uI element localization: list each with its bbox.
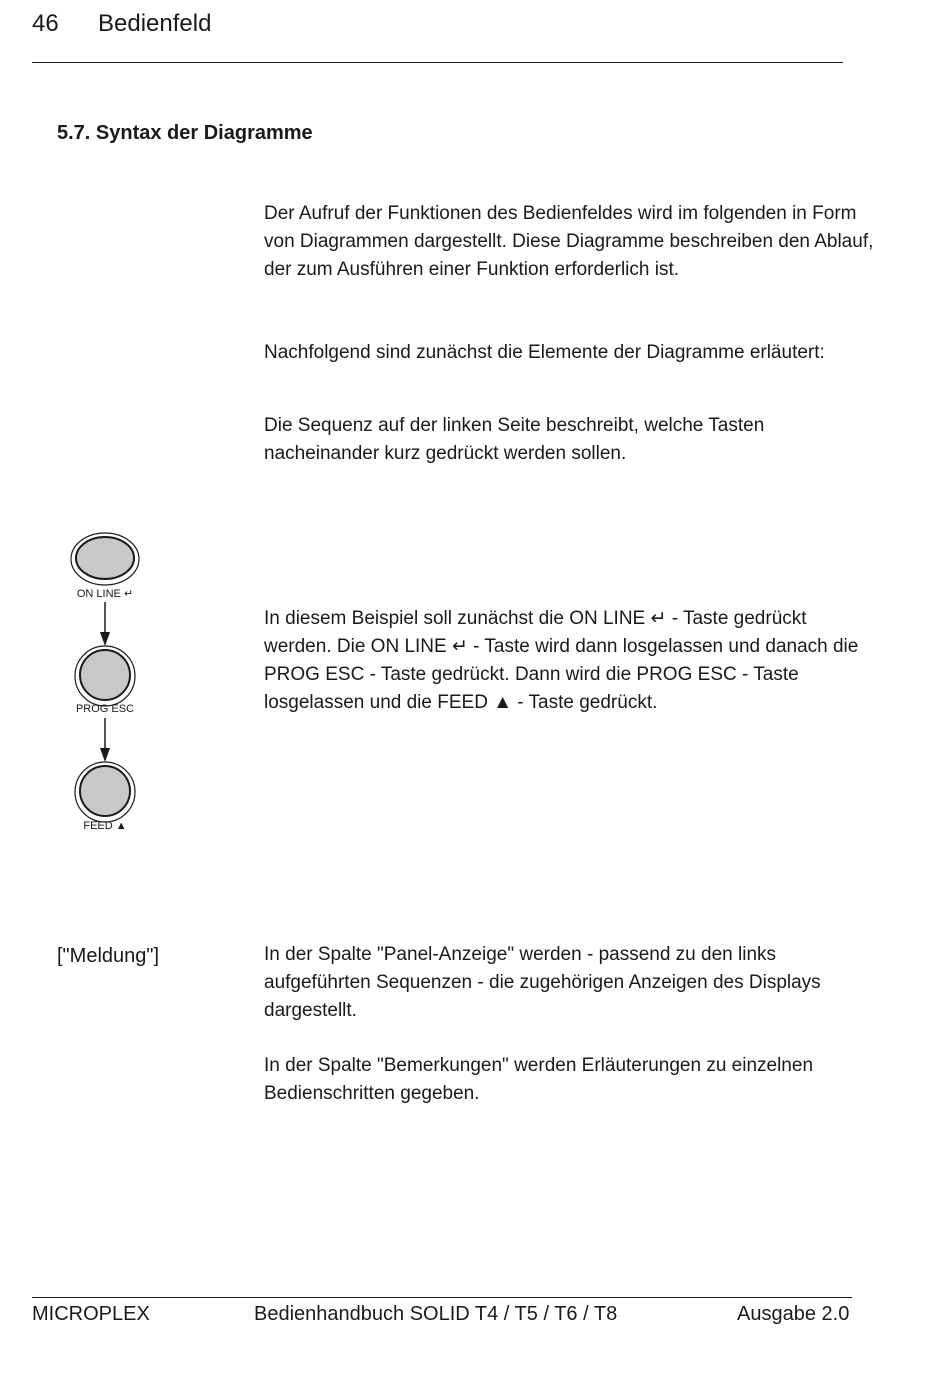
- remarks-text: In der Spalte "Bemerkungen" werden Erläuterungen zu einzelnen Bedienschritten gegeben.: [264, 1055, 814, 1104]
- elements-text: Nachfolgend sind zunächst die Elemente der Diagramme erläutert:: [264, 342, 825, 363]
- prog-esc-button-label: PROG ESC: [75, 703, 135, 715]
- feed-button-shape: [75, 762, 135, 822]
- feed-button-label: FEED ▲: [83, 820, 127, 832]
- message-label: ["Meldung"]: [57, 945, 160, 967]
- example-text: In diesem Beispiel soll zunächst die ON LINE ↵ - Taste gedrückt werden. Die ON LINE ↵ - Taste wird dann losgelassen und danach die PROG ESC - Taste gedrückt. Dann wird die PROG ESC - Taste losgelassen und die FEED ▲ - Taste gedrückt.: [264, 608, 859, 713]
- online-button-shape: [71, 533, 139, 585]
- arrow-down-icon: [100, 718, 110, 762]
- panel-text: In der Spalte "Panel-Anzeige" werden - passend zu den links aufgeführten Sequenzen - die zugehörigen Anzeigen des Displays dargestellt.: [264, 944, 821, 1021]
- page-number: 46: [32, 10, 59, 37]
- prog-esc-button-shape: [75, 646, 135, 706]
- footer-rule: [32, 1297, 852, 1298]
- sequence-text: Die Sequenz auf der linken Seite beschreibt, welche Tasten nacheinander kurz gedrückt werden sollen.: [264, 415, 765, 464]
- example-paragraph: [264, 605, 874, 717]
- button-sequence-diagram: [60, 528, 160, 848]
- online-button-label: ON LINE ↵: [76, 588, 134, 600]
- section-title: 5.7. Syntax der Diagramme: [57, 122, 313, 144]
- header-rule: [32, 62, 843, 63]
- sequence-paragraph: [264, 412, 874, 468]
- arrow-down-icon: [100, 602, 110, 646]
- footer-brand: MICROPLEX: [32, 1303, 150, 1325]
- remarks-paragraph: [264, 1052, 874, 1108]
- intro-text: Der Aufruf der Funktionen des Bedienfeldes wird im folgenden in Form von Diagrammen dargestellt. Diese Diagramme beschreiben den Ablauf, der zum Ausführen einer Funktion erforderlich ist.: [264, 203, 874, 280]
- elements-paragraph: [264, 339, 874, 367]
- footer-manual-title: Bedienhandbuch SOLID T4 / T5 / T6 / T8: [254, 1303, 618, 1325]
- chapter-title: Bedienfeld: [98, 10, 212, 37]
- panel-paragraph: [264, 941, 874, 1025]
- footer-edition: Ausgabe 2.0: [737, 1303, 850, 1325]
- intro-paragraph: [264, 200, 874, 284]
